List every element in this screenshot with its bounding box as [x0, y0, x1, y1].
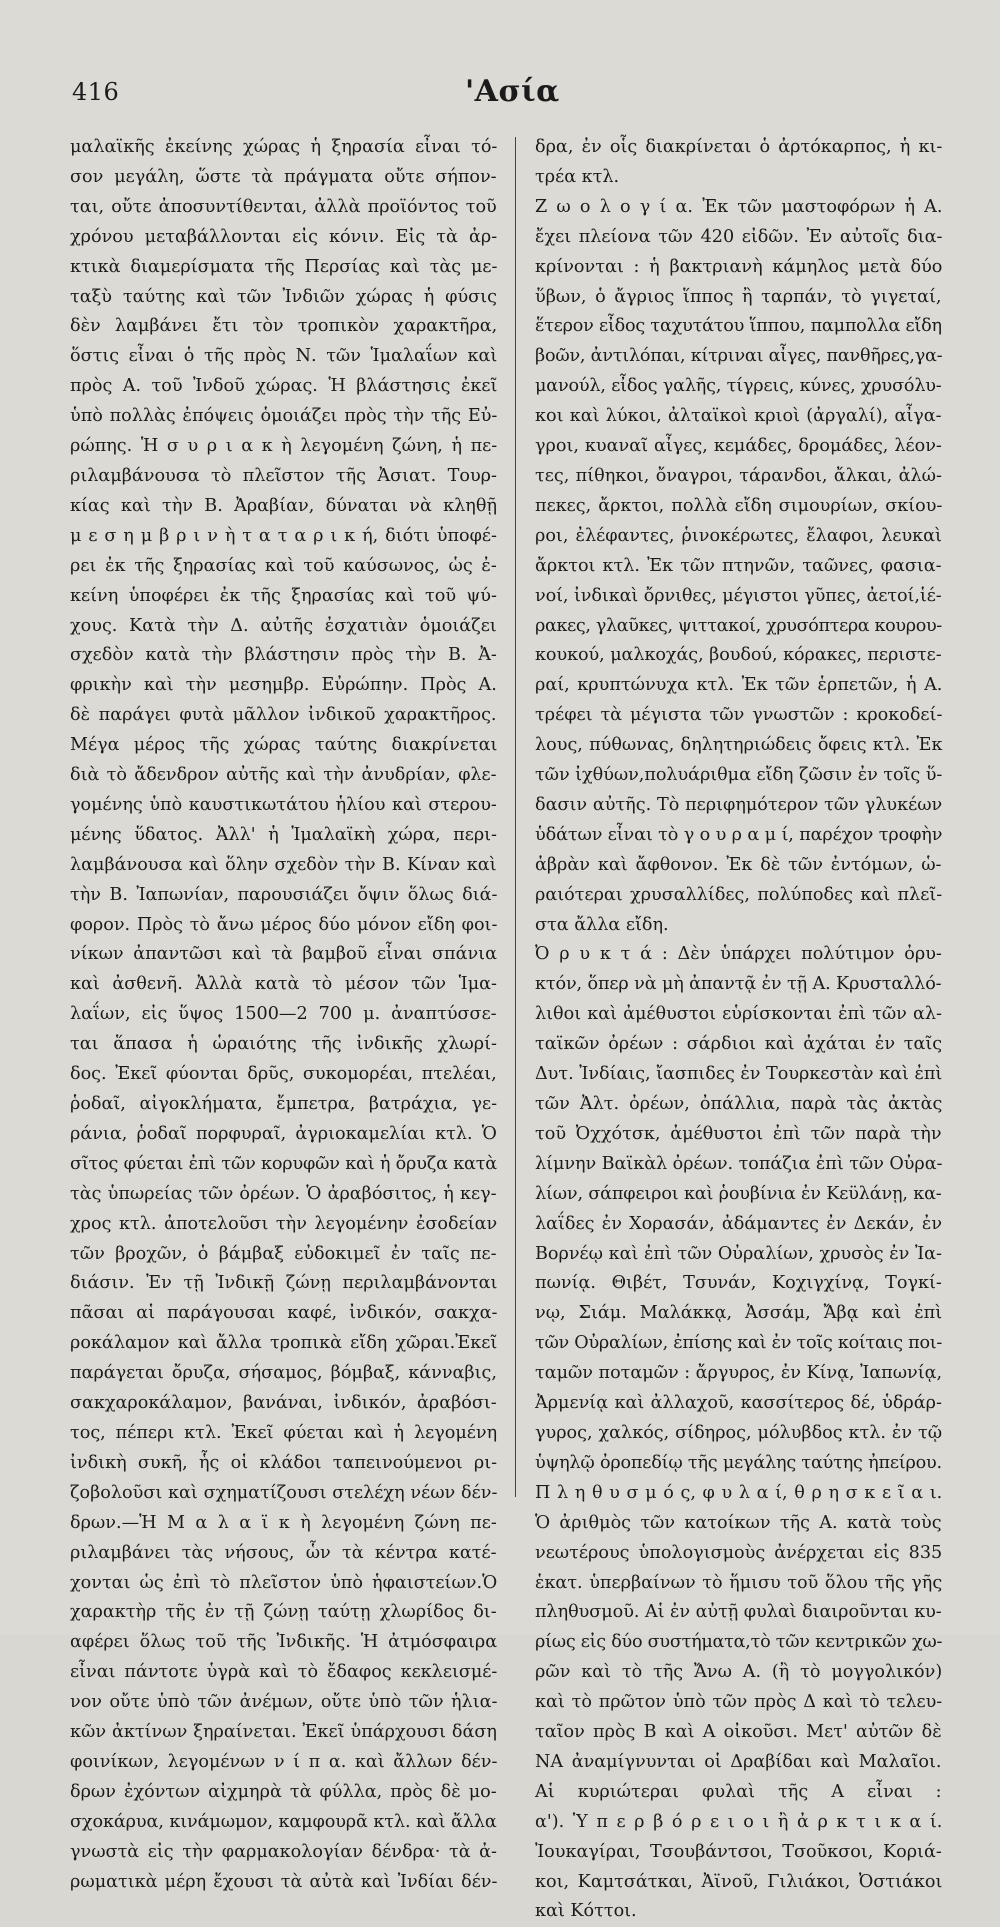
text-line: σον μεγάλη, ὥστε τὰ πράγματα οὔτε σήπον-	[70, 166, 497, 187]
text-line: πᾶσαι αἱ παράγουσαι καφέ, ἰνδικόν, σακχα-	[70, 1303, 498, 1324]
text-line: ὑπὸ πολλὰς ἐπόψεις ὁμοιάζει πρὸς τὴν τῆς Εὐ-	[70, 406, 498, 427]
text-line: τες, πίθηκοι, ὄναγροι, τάρανδοι, ἄλκαι, ἀλώ-	[535, 465, 942, 486]
text-line: ἄρκτοι κτλ. Ἐκ τῶν πτηνῶν, ταῶνες, φασια-	[535, 555, 942, 576]
text-line: πεκες, ἄρκτοι, πολλὰ εἴδη σιμουρίων, σκίου-	[535, 495, 943, 516]
text-line: ραιότεραι χρυσαλλίδες, πολύποδες καὶ πλεῖ-	[535, 884, 943, 905]
text-line: σχεδὸν κατὰ τὴν βλάστησιν πρὸς τὴν Β. Ἀ-	[70, 645, 497, 666]
text-line: χους. Κατὰ τὴν Δ. αὐτῆς ἐσχατιὰν ὁμοιάζει	[70, 615, 497, 636]
text-line: πρὸς Α. τοῦ Ἰνδοῦ χώρας. Ἡ βλάστησις ἐκεῖ	[70, 376, 498, 397]
text-line: καὶ Κόττοι.	[535, 1901, 637, 1922]
text-line: γροι, κυαναῖ αἶγες, κεμάδες, δρομάδες, λέον-	[535, 436, 942, 457]
text-line: δασιν αὐτῆς. Τὸ περιφημότερον τῶν γλυκέων	[535, 794, 943, 815]
text-line: Ἀρμενίᾳ καὶ ἀλλαχοῦ, κασσίτερος δέ, ὑδράρ-	[535, 1393, 942, 1414]
text-line: Ζ ω ο λ ο γ ί α. Ἐκ τῶν μαστοφόρων ἡ Α.	[535, 196, 943, 217]
text-line: διὰ τὸ ἄδενδρον αὐτῆς καὶ τὴν ἀνυδρίαν, φλε-	[70, 765, 497, 786]
text-line: ται, οὔτε ἀποσυντίθενται, ἀλλὰ προϊόντος τοῦ	[70, 196, 497, 217]
text-line: δὲ παράγει φυτὰ μᾶλλον ἰνδικοῦ χαρακτῆρος.	[70, 705, 497, 726]
text-line: χονται ὡς ἐπὶ τὸ πλεῖστον ὑπὸ ἡφαιστείων.Ὁ	[70, 1572, 498, 1593]
text-line: κείνη ὑποφέρει ἐκ τῆς ξηρασίας καὶ τοῦ ψύ-	[70, 585, 497, 606]
text-line: κτόν, ὅπερ νὰ μὴ ἀπαντᾷ ἐν τῇ Α. Κρυσταλλό-	[535, 974, 942, 995]
text-line: στα ἄλλα εἴδη.	[535, 914, 669, 935]
page-number: 416	[72, 78, 120, 106]
text-line: ὅστις εἶναι ὁ τῆς πρὸς Ν. τῶν Ἱμαλαΐων καὶ	[70, 346, 498, 367]
text-line: ταξὺ ταύτης καὶ τῶν Ἰνδιῶν χώρας ἡ φύσις	[70, 286, 497, 307]
text-line: ρώπης. Ἡ σ υ ρ ι α κ ὴ λεγομένη ζώνη, ἡ πε-	[70, 436, 498, 457]
text-line: ζοβολοῦσι καὶ σχηματίζουσι στελέχη νέων δέν-	[70, 1482, 498, 1503]
left-text-column	[70, 133, 498, 1892]
text-line: σακχαροκάλαμον, βανάναι, ἰνδικόν, ἀραβόσι-	[70, 1393, 497, 1414]
text-line: Βορνέῳ καὶ ἐπὶ τῶν Οὐραλίων, χρυσὸς ἐν Ἰα-	[535, 1243, 942, 1264]
text-line: τῶν Οὐραλίων, ἐπίσης καὶ ἐν τοῖς κοίταις ποι-	[535, 1333, 943, 1354]
text-line: ρει ἐκ τῆς ξηρασίας καὶ τοῦ καύσωνος, ὡς ἐ-	[70, 555, 497, 576]
text-line: ραί, κρυπτώνυχα κτλ. Ἐκ τῶν ἑρπετῶν, ἡ Α.	[535, 675, 943, 696]
text-line: νῳ, Σιάμ. Μαλάκκᾳ, Ἀσσάμ, Ἄβᾳ καὶ ἐπὶ	[535, 1303, 943, 1324]
text-line: Δυτ. Ἰνδίαις, ἴασπιδες ἐν Τουρκεστὰν καὶ ἐπὶ	[535, 1064, 943, 1085]
text-line: ΝΑ ἀναμίγνυνται οἱ Δραβίδαι καὶ Μαλαῖοι.	[535, 1751, 942, 1772]
text-line: ἔχει πλείονα τῶν 420 εἰδῶν. Ἐν αὐτοῖς δια-	[535, 226, 943, 247]
text-line: φοινίκων, λεγομένων ν ί π α. καὶ ἄλλων δέν-	[70, 1751, 498, 1772]
text-line: ὑψηλῷ ὀροπεδίῳ τῆς μεγάλης ταύτης ἠπείρου.	[535, 1452, 942, 1473]
text-line: πληθυσμοῦ. Αἱ ἐν αὐτῇ φυλαὶ διαιροῦνται κυ-	[535, 1602, 942, 1623]
text-line: ταϊκῶν ὀρέων : σάρδιοι καὶ ἀχάται ἐν ταῖς	[535, 1034, 943, 1055]
text-line: ταμῶν ποταμῶν : ἄργυρος, ἐν Κίνᾳ, Ἰαπωνίᾳ,	[535, 1363, 943, 1384]
text-line: νον οὔτε ὑπὸ τῶν ἀνέμων, οὔτε ὑπὸ τῶν ἡλια-	[70, 1692, 498, 1713]
text-line: Αἱ κυριώτεραι φυλαὶ τῆς Α εἶναι :	[535, 1781, 942, 1802]
text-line: φορον. Πρὸς τὸ ἄνω μέρος δύο μόνον εἴδη φοι-	[70, 914, 498, 935]
text-line: ταῖον πρὸς Β καὶ Α οἰκοῦσι. Μετ' αὐτῶν δὲ	[535, 1722, 942, 1743]
text-line: ὕβων, ὁ ἄγριος ἵππος ἢ ταρπάν, τὸ γιγεταί,	[535, 286, 942, 307]
text-line: καὶ τὸ πρῶτον ὑπὸ τῶν πρὸς Δ καὶ τὸ τελευ-	[535, 1692, 943, 1713]
text-line: ράνια, ῥοδαῖ πορφυραῖ, ἀγριοκαμελίαι κτλ. Ὁ	[70, 1123, 497, 1144]
text-line: ὑδάτων εἶναι τὸ γ ο υ ρ α μ ί, παρέχον τροφὴν	[535, 824, 943, 845]
text-line: διάσιν. Ἐν τῇ Ἰνδικῇ ζώνῃ περιλαμβάνονται	[70, 1273, 498, 1294]
text-line: ριλαμβάνει τὰς νήσους, ὧν τὰ κέντρα κατέ-	[70, 1542, 497, 1563]
text-line: τρέφει τὰ μέγιστα τῶν γνωστῶν : κροκοδεί-	[535, 705, 943, 726]
text-line: τρέα κτλ.	[535, 166, 620, 187]
text-line: καὶ ἀσθενῆ. Ἀλλὰ κατὰ τὸ μέσον τῶν Ἱμα-	[70, 974, 497, 995]
text-line: ροκάλαμον καὶ ἄλλα τροπικὰ εἴδη χῶραι.Ἐκεῖ	[70, 1333, 498, 1354]
text-line: σῖτος φύεται ἐπὶ τῶν κορυφῶν καὶ ἡ ὄρυζα κατὰ	[70, 1153, 497, 1174]
right-text-column	[535, 133, 943, 1922]
text-line: ροι, ἐλέφαντες, ῥινοκέρωτες, ἔλαφοι, λευκαὶ	[535, 525, 942, 546]
text-line: ρωματικὰ μέρη ἔχουσι τὰ αὐτὰ καὶ Ἰνδίαι δέν-	[70, 1871, 498, 1892]
text-line: λαΐδες ἐν Χορασάν, ἀδάμαντες ἐν Δεκάν, ἐν	[535, 1213, 943, 1234]
text-line: ρακες, γλαῦκες, ψιττακοί, χρυσόπτερα κουρου-	[535, 615, 942, 636]
text-line: ριλαμβάνουσα τὸ πλεῖστον τῆς Ἀσιατ. Τουρ-	[70, 465, 497, 486]
text-line: δὲν λαμβάνει ἔτι τὸν τροπικὸν χαρακτῆρα,	[70, 316, 498, 337]
column-divider	[515, 137, 516, 1497]
text-line: αφέρει ὅλως τοῦ τῆς Ἰνδικῆς. Ἡ ἀτμόσφαιρα	[70, 1632, 498, 1653]
text-line: εἶναι πάντοτε ὑγρὰ καὶ τὸ ἔδαφος κεκλεισμέ-	[70, 1662, 498, 1683]
text-line: τος, πέπερι κτλ. Ἐκεῖ φύεται καὶ ἡ λεγομένη	[70, 1422, 498, 1443]
text-line: λίμνην Βαϊκὰλ ὀρέων. τοπάζια ἐπὶ τῶν Οὐρα-	[535, 1153, 943, 1174]
text-line: νίκων ἀπαντῶσι καὶ τὰ βαμβοῦ εἶναι σπάνια	[70, 944, 497, 965]
text-line: σχοκάρυα, κινάμωμον, καμφουρᾶ κτλ. καὶ ἄλλα	[70, 1811, 497, 1832]
text-line: δρων ἐχόντων αἰχμηρὰ τὰ φύλλα, πρὸς δὲ μο-	[70, 1781, 497, 1802]
text-line: Ὁ ἀριθμὸς τῶν κατοίκων τῆς Α. κατὰ τοὺς	[535, 1512, 942, 1533]
text-line: δρα, ἐν οἷς διακρίνεται ὁ ἀρτόκαρπος, ἡ κι-	[535, 137, 943, 157]
text-line: Ἰουκαγίραι, Τσουβάντσοι, Τσοῦκσοι, Κοριά-	[535, 1841, 942, 1862]
text-line: ρίως εἰς δύο συστήματα,τὸ τῶν κεντρικῶν χω-	[535, 1632, 943, 1653]
text-line: λους, πύθωνας, δηλητηριώδεις ὄφεις κτλ. Ἐκ	[535, 735, 943, 756]
text-line: βοῶν, ἀντιλόπαι, κίτριναι αἶγες, πανθῆρες,γα-	[535, 346, 943, 367]
text-line: λιθοι καὶ ἀμέθυστοι εὑρίσκονται ἐπὶ τῶν αλ-	[535, 1004, 942, 1025]
text-line: πωνίᾳ. Θιβέτ, Τσυνάν, Κοχιγχίνᾳ, Τογκί-	[535, 1273, 942, 1294]
text-line: ἁβρὰν καὶ ἄφθονον. Ἐκ δὲ τῶν ἐντόμων, ὡ-	[535, 854, 942, 875]
text-line: ἰνδικὴ συκῆ, ἧς οἱ κλάδοι ταπεινούμενοι ρι-	[70, 1452, 498, 1473]
page-header	[0, 68, 1000, 128]
text-line: νοί, ἰνδικαὶ ὄρνιθες, μέγιστοι γῦπες, ἀετοί,ἱέ-	[535, 585, 942, 606]
text-line: τῶν Ἀλτ. ὀρέων, ὀπάλλια, παρὰ τὰς ἀκτὰς	[535, 1094, 943, 1114]
text-line: κοι καὶ λύκοι, ἀλταϊκοὶ κριοὶ (ἀργαλί), αἶγα-	[535, 406, 942, 427]
text-line: μαλαϊκῆς ἐκείνης χώρας ἡ ξηρασία εἶναι τό-	[70, 137, 498, 157]
text-line: κίας καὶ τὴν Β. Ἀραβίαν, δύναται νὰ κληθῇ	[70, 495, 497, 516]
text-line: κουκού, μαλκοχάς, βουδού, κόρακες, περιστε-	[535, 645, 942, 666]
text-line: Ὀ ρ υ κ τ ά : Δὲν ὑπάρχει πολύτιμον ὀρυ-	[535, 944, 942, 965]
text-line: ἑκατ. ὑπερβαίνων τὸ ἥμισυ τοῦ ὅλου τῆς γῆς	[535, 1572, 943, 1593]
text-line: νεωτέρους ὑπολογισμοὺς ἀνέρχεται εἰς 835	[535, 1542, 943, 1563]
text-line: γομένης ὑπὸ καυστικωτάτου ἡλίου καὶ στερου-	[70, 794, 497, 815]
text-line: φρικὴν καὶ τὴν μεσημβρ. Εὐρώπην. Πρὸς Α.	[70, 675, 497, 696]
text-line: δος. Ἐκεῖ φύονται δρῦς, συκομορέαι, πτελέαι,	[70, 1064, 497, 1085]
text-line: μανούλ, εἶδος γαλῆς, τίγρεις, κύνες, χρυσόλυ-	[535, 376, 942, 397]
text-line: κρίνονται : ἡ βακτριανὴ κάμηλος μετὰ δύο	[535, 256, 943, 277]
text-line: Μέγα μέρος τῆς χώρας ταύτης διακρίνεται	[70, 735, 498, 756]
text-line: τῶν ἰχθύων,πολυάριθμα εἴδη ζῶσιν ἐν τοῖς ὕ-	[535, 765, 943, 786]
text-line: μένης ὕδατος. Ἀλλ' ἡ Ἱμαλαϊκὴ χώρα, περι-	[70, 824, 498, 845]
text-line: χαρακτὴρ τῆς ἐν τῇ ζώνῃ ταύτῃ χλωρίδος δι-	[70, 1602, 497, 1623]
text-line: παράγεται ὄρυζα, σήσαμος, βόμβαξ, κάνναβις,	[70, 1363, 497, 1384]
text-line: κῶν ἀκτίνων ξηραίνεται. Ἐκεῖ ὑπάρχουσι δάση	[70, 1722, 497, 1743]
text-line: ῥοδαῖ, αἰγοκλήματα, ἔμπετρα, βατράχια, γε-	[70, 1094, 498, 1114]
text-line: χρόνου μεταβάλλονται εἰς κόνιν. Εἰς τὰ ἀρ-	[70, 226, 498, 247]
text-line: κοι, Καμτσάτκαι, Ἀϊνοῦ, Γιλιάκοι, Ὀστιάκοι	[535, 1871, 943, 1892]
text-line: γυρος, χαλκός, σίδηρος, μόλυβδος κτλ. ἐν τῷ	[535, 1422, 943, 1443]
text-line: λαΐων, εἰς ὕψος 1500—2 700 μ. ἀναπτύσσε-	[70, 1004, 497, 1025]
text-line: ται ἅπασα ἡ ὡραιότης τῆς ἰνδικῆς χλωρί-	[70, 1034, 497, 1055]
text-line: λαμβάνουσα καὶ ὅλην σχεδὸν τὴν Β. Κίναν καὶ	[70, 854, 497, 875]
text-line: κτικὰ διαμερίσματα τῆς Περσίας καὶ τὰς με-	[70, 256, 498, 277]
text-line: τῶν βροχῶν, ὁ βάμβαξ εὐδοκιμεῖ ἐν ταῖς πε-	[70, 1243, 497, 1264]
text-line: τοῦ Ὀχχότσκ, ἀμέθυστοι ἐπὶ τῶν παρὰ τὴν	[535, 1123, 942, 1144]
text-line: μ ε σ η μ β ρ ι ν ὴ τ α τ α ρ ι κ ή, διότι ὑποφέ-	[70, 525, 497, 546]
text-line: γνωστὰ εἰς τὴν φαρμακολογίαν δένδρα· τὰ ἀ-	[70, 1841, 498, 1862]
text-line: λίων, σάπφειροι καὶ ῥουβίνια ἐν Κεϋλάνῃ, κα-	[535, 1183, 942, 1204]
text-line: τὴν Β. Ἰαπωνίαν, παρουσιάζει ὄψιν ὅλως διά-	[70, 884, 498, 905]
text-line: τὰς ὑπωρείας τῶν ὀρέων. Ὁ ἀραβόσιτος, ἡ κεγ-	[70, 1183, 497, 1204]
text-line: α'). Ὑ π ε ρ β ό ρ ε ι ο ι ἢ ἀ ρ κ τ ι κ α ί.	[535, 1811, 943, 1832]
text-line: ρῶν καὶ τὸ τῆς Ἄνω Α. (ἢ τὸ μογγολικόν)	[535, 1662, 943, 1683]
text-line: Π λ η θ υ σ μ ό ς, φ υ λ α ί, θ ρ η σ κ ε ῖ α ι.	[535, 1482, 943, 1503]
text-line: χρος κτλ. ἀποτελοῦσι τὴν λεγομένην ἐσοδείαν	[70, 1213, 498, 1234]
running-title: 'Ασία	[465, 74, 560, 109]
text-line: δρων.—Ἡ Μ α λ α ϊ κ ὴ λεγομένη ζώνη πε-	[70, 1512, 497, 1533]
text-line: ἕτερον εἶδος ταχυτάτου ἵππου, παμπολλα εἴδη	[535, 316, 942, 337]
